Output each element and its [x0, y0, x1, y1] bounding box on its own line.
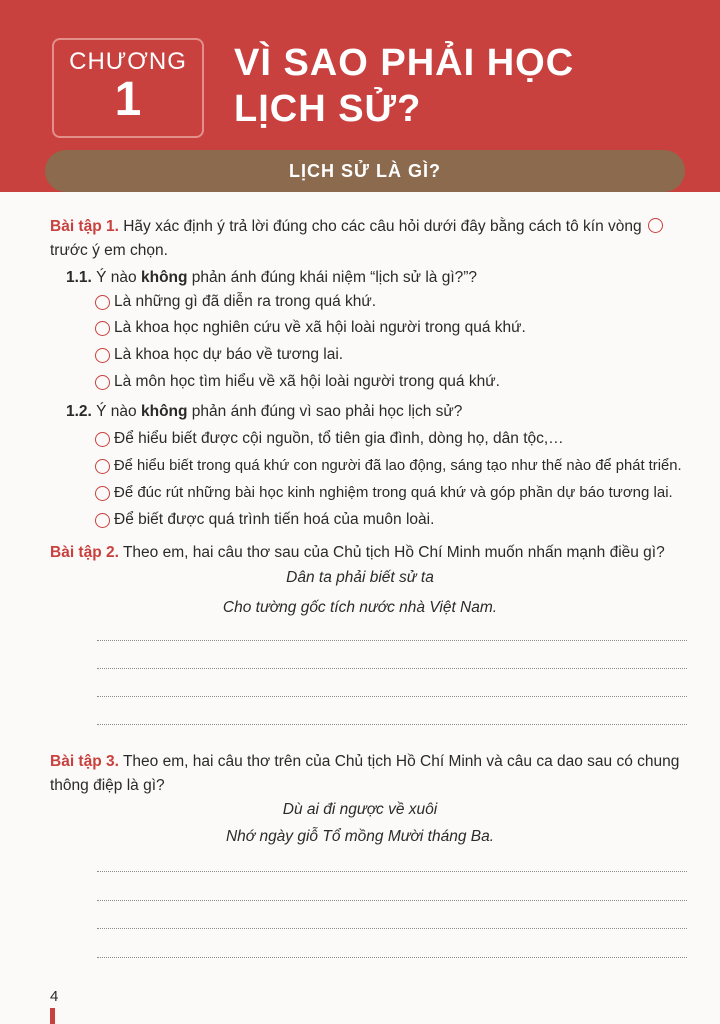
ex1-q2-option-b[interactable]: Để hiểu biết trong quá khứ con người đã lao động, sáng tạo như thế nào để phát triển.: [95, 456, 682, 476]
chapter-label: CHƯƠNG: [69, 48, 187, 75]
ex3-poem-line2: Nhớ ngày giỗ Tổ mồng Mười tháng Ba.: [225, 828, 495, 845]
ex2-instruction: Bài tập 2. Theo em, hai câu thơ sau của Chủ tịch Hồ Chí Minh muốn nhấn mạnh điều gì?: [50, 544, 665, 561]
ex1-q1-option-d[interactable]: Là môn học tìm hiểu về xã hội loài người trong quá khứ.: [95, 372, 500, 392]
ex1-instruction-line1: Bài tập 1. Hãy xác định ý trả lời đúng cho các câu hỏi dưới đây bằng cách tô kín vòng: [50, 217, 667, 237]
page-number: 4: [50, 988, 59, 1005]
ex2-poem-line1: Dân ta phải biết sử ta: [286, 569, 434, 586]
radio-icon[interactable]: [95, 432, 110, 447]
radio-icon[interactable]: [95, 348, 110, 363]
ex1-q2-option-a[interactable]: Để hiểu biết được cội nguồn, tổ tiên gia đình, dòng họ, dân tộc,…: [95, 429, 564, 449]
chapter-title-line2: LỊCH SỬ?: [234, 88, 422, 130]
ex1-question-1: 1.1. Ý nào không phản ánh đúng khái niệm “lịch sử là gì?”?: [66, 269, 478, 286]
page-marker: [50, 1008, 55, 1024]
ex1-q1-option-c[interactable]: Là khoa học dự báo về tương lai.: [95, 345, 343, 365]
radio-icon[interactable]: [95, 459, 110, 474]
ex1-instruction-line2: trước ý em chọn.: [50, 242, 168, 259]
ex3-instruction-line2: thông điệp là gì?: [50, 777, 165, 794]
answer-line[interactable]: [97, 668, 687, 669]
answer-line[interactable]: [97, 696, 687, 697]
lesson-title-bar: [45, 150, 685, 192]
radio-icon[interactable]: [95, 486, 110, 501]
chapter-badge: [52, 38, 204, 138]
ex2-label: Bài tập 2.: [50, 544, 119, 561]
ex3-label: Bài tập 3.: [50, 753, 119, 770]
ex1-question-2: 1.2. Ý nào không phản ánh đúng vì sao phải học lịch sử?: [66, 403, 463, 420]
chapter-number: 1: [114, 73, 142, 126]
ex3-poem-line1: Dù ai đi ngược về xuôi: [282, 801, 438, 818]
sample-radio-icon: [648, 218, 663, 233]
ex1-q2-option-c[interactable]: Để đúc rút những bài học kinh nghiệm trong quá khứ và góp phần dự báo tương lai.: [95, 483, 673, 503]
ex1-q1-option-b[interactable]: Là khoa học nghiên cứu về xã hội loài người trong quá khứ.: [95, 318, 526, 338]
ex1-q2-option-d[interactable]: Để biết được quá trình tiến hoá của muôn loài.: [95, 510, 434, 530]
answer-line[interactable]: [97, 900, 687, 901]
chapter-title-line1: VÌ SAO PHẢI HỌC: [234, 42, 575, 84]
radio-icon[interactable]: [95, 321, 110, 336]
answer-line[interactable]: [97, 957, 687, 958]
answer-line[interactable]: [97, 928, 687, 929]
lesson-title: LỊCH SỬ LÀ GÌ?: [289, 160, 441, 181]
ex2-poem-line2: Cho tường gốc tích nước nhà Việt Nam.: [222, 599, 498, 616]
answer-line[interactable]: [97, 871, 687, 872]
radio-icon[interactable]: [95, 513, 110, 528]
ex1-label: Bài tập 1.: [50, 218, 119, 235]
chapter-title: [234, 40, 574, 132]
ex3-instruction-line1: Bài tập 3. Theo em, hai câu thơ trên của Chủ tịch Hồ Chí Minh và câu ca dao sau có chung: [50, 753, 680, 770]
answer-line[interactable]: [97, 724, 687, 725]
radio-icon[interactable]: [95, 375, 110, 390]
answer-line[interactable]: [97, 640, 687, 641]
radio-icon[interactable]: [95, 295, 110, 310]
ex1-q1-option-a[interactable]: Là những gì đã diễn ra trong quá khứ.: [95, 292, 376, 312]
